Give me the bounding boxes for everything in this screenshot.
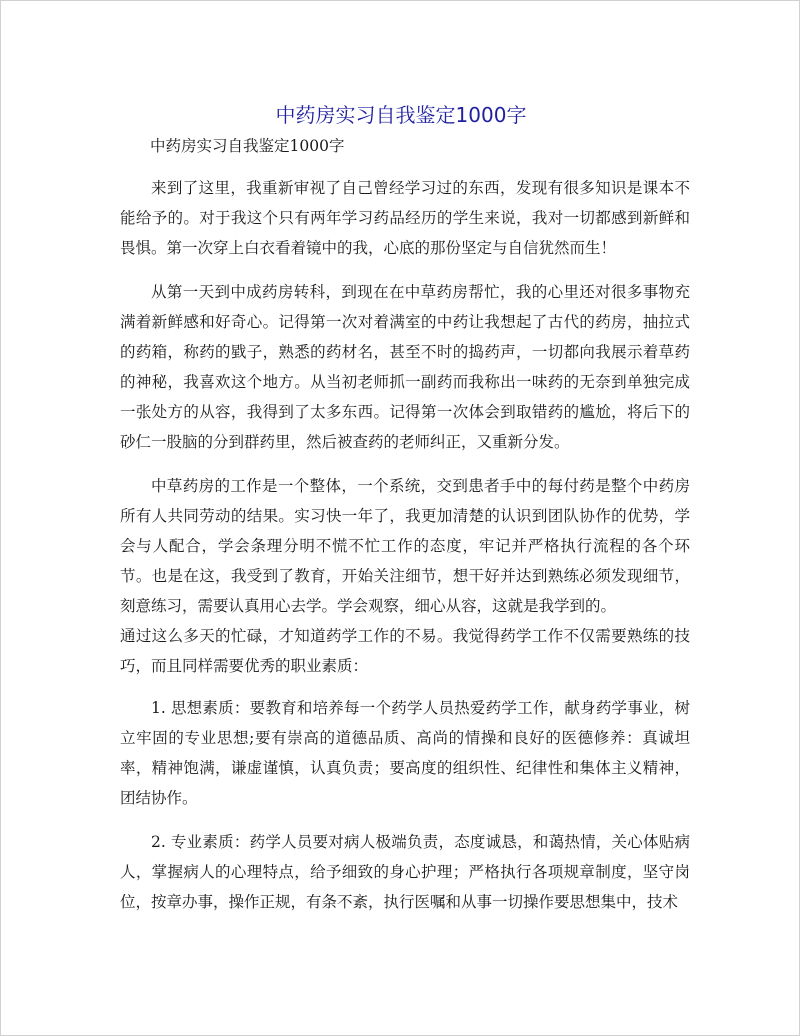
paragraph-3: 中草药房的工作是一个整体，一个系统，交到患者手中的每付药是整个中药房所有人共同劳动的结果。实习快一年了，我更加清楚的认识到团队协作的优势，学会与人配合，学会条理分明不慌不忙工作的态度，牢记并严格执行流程的各个环节。也是在这，我受到了教育，开始关注细节，想干好并达到熟练必须发现细节，刻意练习，需要认真用心去学。学会观察，细心从容，这就是我学到的。 xyxy=(120,477,690,615)
paragraph-1: 来到了这里，我重新审视了自己曾经学习过的东西，发现有很多知识是课本不能给予的。对于我这个只有两年学习药品经历的学生来说，我对一切都感到新鲜和畏惧。第一次穿上白衣看着镜中的我，心底的那份坚定与自信犹然而生！ xyxy=(120,179,690,257)
paragraph-2: 从第一天到中成药房转科，到现在在中草药房帮忙，我的心里还对很多事物充满着新鲜感和好奇心。记得第一次对着满室的中药让我想起了古代的药房，抽拉式的药箱，称药的戥子，熟悉的药材名，甚至不时的捣药声，一切都向我展示着草药的神秘，我喜欢这个地方。从当初老师抓一副药而我称出一味药的无奈到单独完成一张处方的从容，我得到了太多东西。记得第一次体会到取错药的尴尬，将后下的砂仁一股脑的分到群药里，然后被查药的老师纠正，又重新分发。 xyxy=(120,283,690,451)
paragraph-4: 通过这么多天的忙碌，才知道药学工作的不易。我觉得药学工作不仅需要熟练的技巧，而且同样需要优秀的职业素质： xyxy=(120,627,690,675)
paragraph-5: 1. 思想素质：要教育和培养每一个药学人员热爱药学工作，献身药学事业，树立牢固的专业思想;要有崇高的道德品质、高尚的情操和良好的医德修养：真诚坦率，精神饱满，谦虚谨慎，认真负责；要高度的组织性、纪律性和集体主义精神，团结协作。 xyxy=(120,699,690,807)
paragraph-6: 2. 专业素质：药学人员要对病人极端负责，态度诚恳，和蔼热情，关心体贴病人，掌握病人的心理特点，给予细致的身心护理；严格执行各项规章制度，坚守岗位，按章办事，操作正规，有条不紊，执行医嘱和从事一切操作要思想集中，技术 xyxy=(120,833,690,911)
document-subtitle: 中药房实习自我鉴定1000字 xyxy=(150,137,345,155)
document-body xyxy=(120,131,690,931)
document-title: 中药房实习自我鉴定1000字 xyxy=(275,103,527,127)
